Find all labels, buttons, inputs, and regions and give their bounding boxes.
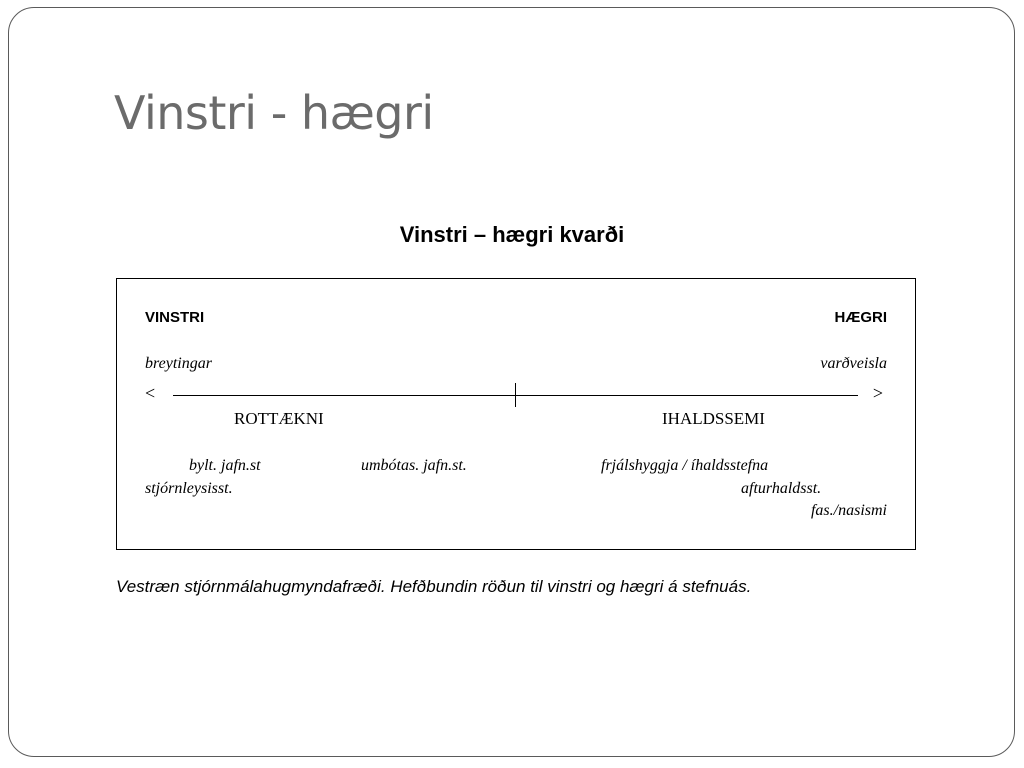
- right-section-label: IHALDSSEMI: [662, 409, 765, 428]
- ideology-fasismi: fas./nasismi: [810, 502, 887, 519]
- ideology-umbotas: umbótas. jafn.st.: [361, 457, 467, 474]
- left-heading: VINSTRI: [145, 309, 205, 326]
- left-subtitle: breytingar: [145, 355, 212, 372]
- left-section-label: ROTTÆKNI: [234, 409, 324, 428]
- right-subtitle: varðveisla: [820, 355, 887, 372]
- ideology-afturhalds: afturhaldsst.: [741, 480, 822, 497]
- figure-caption: Vestræn stjórnmálahugmyndafræði. Hefðbundin röðun til vinstri og hægri á stefnuás.: [116, 577, 752, 596]
- left-arrow: <: [145, 383, 156, 403]
- slide-title: Vinstri - hægri: [114, 86, 434, 140]
- figure-title: Vinstri – hægri kvarði: [399, 222, 625, 247]
- ideology-bylt: bylt. jafn.st: [189, 457, 261, 474]
- right-heading: HÆGRI: [834, 309, 887, 326]
- ideology-frjals: frjálshyggja / íhaldsstefna: [601, 457, 769, 474]
- spectrum-diagram: [116, 278, 916, 550]
- right-arrow: >: [872, 383, 883, 403]
- ideology-stjornleysi: stjórnleysisst.: [145, 480, 233, 497]
- center-tick: [515, 383, 516, 407]
